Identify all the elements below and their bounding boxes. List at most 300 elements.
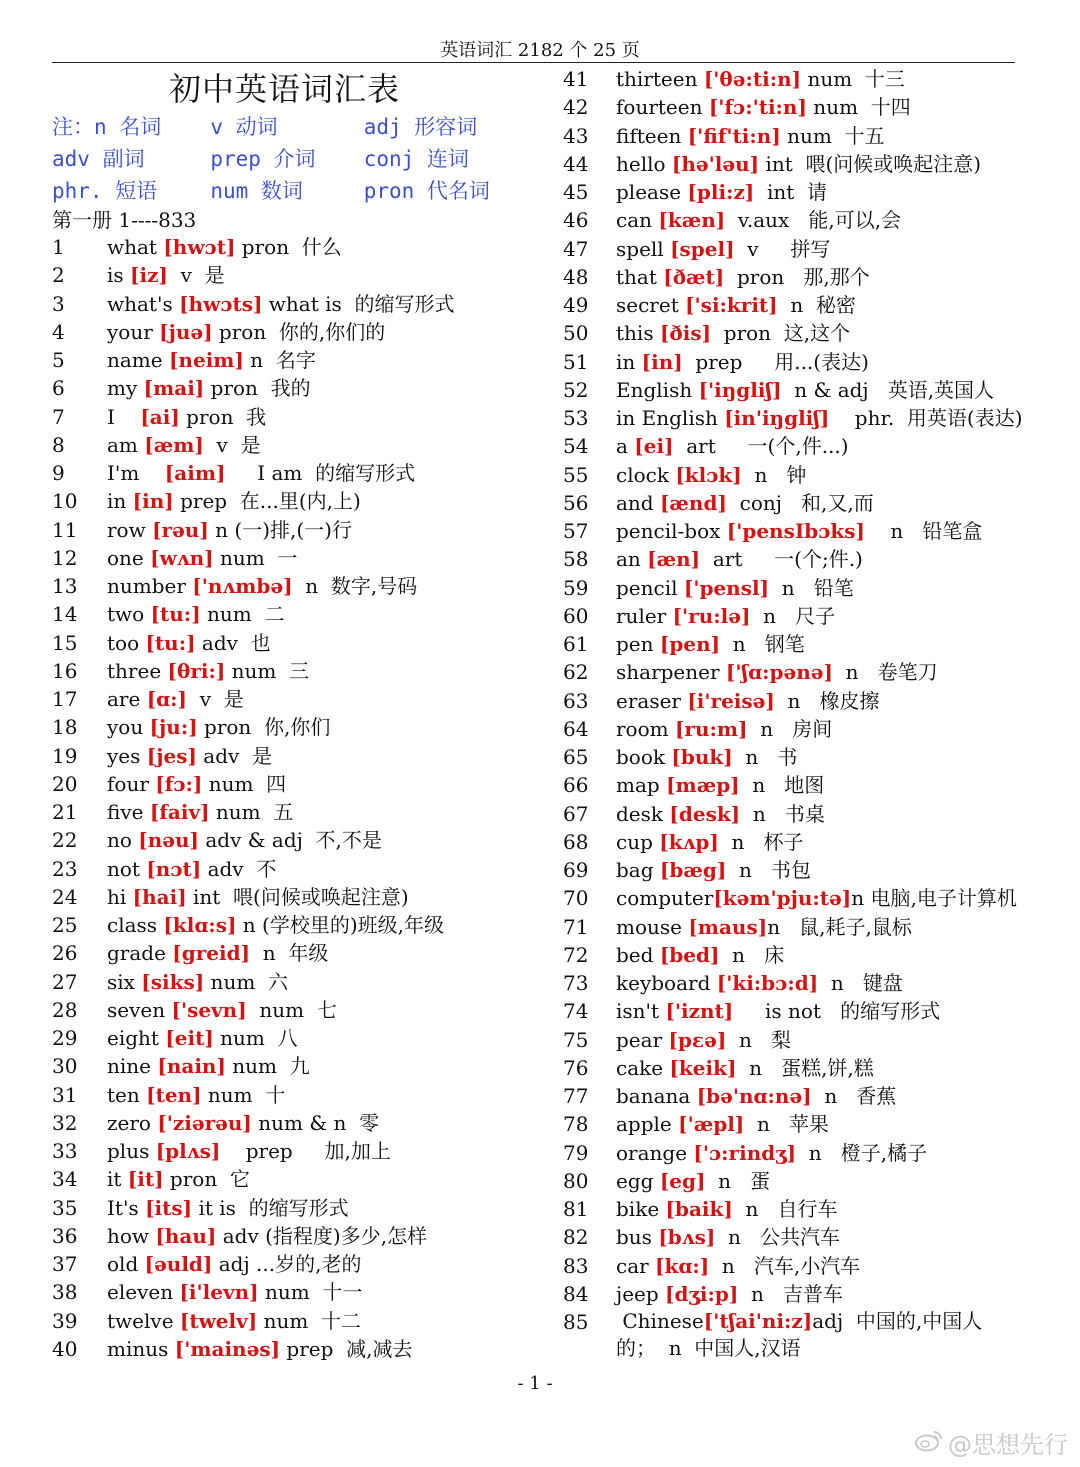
english-word: row	[107, 517, 153, 542]
definition: prep 加,加上	[220, 1139, 391, 1163]
definition: I am 的缩写形式	[225, 461, 416, 485]
english-word: pencil-box	[616, 519, 727, 543]
vocab-entry	[52, 1278, 552, 1306]
phonetic: [in]	[132, 489, 174, 514]
entry-text	[107, 968, 288, 996]
entry-text	[107, 1335, 412, 1363]
entry-number: 71	[563, 914, 589, 939]
phonetic: [spel]	[670, 236, 735, 261]
vocab-entry	[52, 657, 552, 685]
entry-text	[616, 319, 850, 347]
definition: is not 的缩写形式	[733, 999, 941, 1024]
definition: int 喂(问候或唤起注意)	[759, 151, 982, 176]
phonetic: ['pensl]	[683, 575, 770, 600]
phonetic: [ðis]	[659, 321, 712, 346]
entry-text	[107, 1194, 349, 1222]
entry-text	[616, 574, 854, 602]
english-word: zero	[107, 1110, 158, 1135]
vocab-entry	[563, 828, 1033, 856]
entry-text	[107, 403, 266, 431]
vocab-entry	[52, 346, 552, 374]
english-word: yes	[107, 743, 147, 768]
english-word: bus	[616, 1225, 659, 1250]
legend-row	[52, 174, 522, 206]
entry-number: 10	[52, 489, 78, 514]
english-word: in English	[616, 406, 725, 430]
definition: num 三	[225, 658, 310, 683]
entry-text	[107, 939, 328, 967]
phonetic: [ai]	[140, 404, 180, 429]
entry-text	[616, 800, 825, 828]
definition: adv (指程度)多少,怎样	[216, 1223, 428, 1248]
vocab-column-right	[563, 65, 1033, 1362]
definition: pron 你的,你们的	[212, 319, 386, 344]
english-word: not	[107, 856, 147, 881]
vocab-entry	[563, 291, 1033, 319]
vocab-entry	[52, 1024, 552, 1052]
entry-number: 21	[52, 800, 78, 824]
phonetic: [rəu]	[152, 517, 209, 542]
entry-number: 32	[52, 1110, 78, 1135]
phonetic: [jes]	[146, 743, 197, 768]
entry-text	[107, 1052, 310, 1080]
entry-text	[616, 263, 870, 291]
entry-text	[616, 65, 905, 93]
entry-text	[107, 1250, 361, 1278]
definition: adj 中国的,中国人的； n 中国人,汉语	[616, 1309, 983, 1360]
vocab-entry	[52, 1335, 552, 1363]
phonetic: [ɑ:]	[146, 687, 187, 711]
entry-number: 7	[52, 404, 65, 429]
legend-item: conj 连词	[363, 147, 469, 171]
header-rule	[52, 62, 1015, 63]
english-word: I'm	[107, 461, 165, 485]
entry-text	[616, 178, 827, 206]
definition: num 八	[213, 1026, 298, 1050]
english-word: and	[616, 490, 660, 515]
legend-item: adv 副词	[52, 147, 145, 171]
entry-text	[616, 687, 880, 715]
english-word: twelve	[107, 1308, 180, 1333]
entry-number: 11	[52, 517, 78, 542]
vocab-entry	[563, 941, 1033, 969]
vocab-entry	[52, 374, 552, 402]
english-word: hello	[616, 151, 672, 176]
vocab-entry	[52, 1194, 552, 1222]
phonetic: [faiv]	[149, 800, 210, 824]
phonetic: [hwɔts]	[179, 291, 263, 316]
definition: art 一(个;件.)	[700, 547, 863, 572]
entry-text	[107, 516, 352, 544]
vocab-entry	[52, 487, 552, 515]
vocab-entry	[52, 1081, 552, 1109]
entry-number: 33	[52, 1139, 78, 1163]
phonetic: [kəm'pju:tə]	[713, 886, 852, 911]
entry-text	[616, 461, 806, 489]
vocab-entry	[52, 713, 552, 741]
entry-number: 52	[563, 377, 589, 402]
vocab-entry	[52, 1222, 552, 1250]
watermark-text: @思想先行	[948, 1431, 1068, 1459]
vocab-entry	[563, 1195, 1033, 1223]
definition: n 数字,号码	[292, 574, 418, 598]
phonetic: [juə]	[159, 319, 213, 344]
entry-number: 47	[563, 236, 589, 261]
vocab-entry	[52, 600, 552, 628]
english-word: six	[107, 969, 142, 994]
definition: n 书包	[726, 858, 811, 882]
entry-text	[616, 376, 994, 404]
entry-number: 38	[52, 1280, 78, 1305]
phonetic: [tu:]	[150, 602, 201, 627]
entry-number: 78	[563, 1112, 589, 1137]
english-word: two	[107, 602, 151, 627]
entry-text	[616, 93, 911, 121]
entry-text	[616, 658, 938, 686]
entry-number: 18	[52, 715, 78, 740]
phonetic: ['ziərəu]	[157, 1110, 252, 1135]
entry-number: 1	[52, 235, 65, 259]
phonetic: [pɛə]	[668, 1027, 727, 1052]
english-word: minus	[107, 1336, 175, 1361]
vocab-entry	[52, 911, 552, 939]
phonetic: [its]	[145, 1195, 193, 1220]
entry-text	[107, 487, 361, 515]
english-word: pear	[616, 1027, 669, 1052]
vocab-entry	[52, 1137, 552, 1165]
phonetic: [əuld]	[144, 1252, 213, 1276]
entry-text	[107, 629, 271, 657]
english-word: jeep	[616, 1281, 666, 1306]
vocab-entry	[563, 884, 1033, 912]
definition: n 房间	[747, 716, 833, 741]
vocab-entry	[52, 629, 552, 657]
entry-number: 4	[52, 319, 65, 344]
definition: n 汽车,小汽车	[709, 1253, 861, 1278]
legend-item: phr. 短语	[52, 179, 158, 203]
definition: prep 减,减去	[280, 1336, 413, 1361]
vocab-entry	[52, 826, 552, 854]
definition: what is 的缩写形式	[262, 291, 455, 316]
vocab-entry	[563, 376, 1033, 404]
definition: n 床	[719, 942, 785, 967]
phonetic: [siks]	[141, 969, 205, 994]
entry-number: 66	[563, 773, 589, 798]
vocab-entry	[52, 996, 552, 1024]
phonetic: [æm]	[144, 432, 204, 457]
entry-number: 59	[563, 575, 589, 600]
english-word: pencil	[616, 575, 684, 600]
phonetic: [bʌs]	[658, 1225, 716, 1250]
entry-text	[616, 235, 830, 263]
entry-text	[616, 206, 901, 234]
phonetic: ['θə:ti:n]	[703, 67, 802, 91]
phonetic: ['fɔ:'ti:n]	[708, 95, 807, 120]
entry-text	[616, 1054, 874, 1082]
vocab-entry	[563, 545, 1033, 573]
definition: n 钢笔	[720, 632, 805, 656]
english-word: are	[107, 687, 147, 711]
entry-text	[616, 969, 903, 997]
entry-text	[616, 941, 784, 969]
entry-text	[107, 742, 272, 770]
english-word: four	[107, 771, 156, 796]
definition: it is 的缩写形式	[192, 1195, 349, 1220]
entry-text	[107, 798, 293, 826]
entry-number: 31	[52, 1082, 78, 1107]
english-word: too	[107, 630, 146, 655]
entry-text	[616, 1082, 896, 1110]
vocab-entry	[563, 206, 1033, 234]
english-word: fifteen	[616, 123, 688, 148]
entry-text	[107, 261, 225, 289]
definition: num 十四	[806, 95, 911, 120]
english-word: is	[107, 263, 131, 288]
definition: num 十二	[257, 1308, 362, 1333]
phonetic: [nain]	[157, 1054, 226, 1079]
phonetic: [ten]	[146, 1082, 202, 1107]
entry-text	[107, 1109, 379, 1137]
entry-text	[616, 122, 885, 150]
phonetic: [nɔt]	[146, 856, 202, 881]
entry-text	[616, 913, 912, 941]
english-word: three	[107, 658, 168, 683]
entry-number: 30	[52, 1054, 78, 1079]
entry-number: 55	[563, 462, 589, 487]
entry-number: 14	[52, 602, 78, 627]
definition: n 苹果	[744, 1112, 829, 1137]
english-word: spell	[616, 236, 671, 261]
entry-number: 25	[52, 913, 78, 937]
english-word: eight	[107, 1026, 166, 1050]
definition: pron 那,那个	[724, 264, 870, 289]
definition: pron 我	[179, 404, 267, 429]
legend-row	[52, 110, 522, 142]
phonetic: ['ru:lə]	[672, 603, 751, 628]
definition: n 书桌	[740, 801, 825, 826]
document-title: 初中英语词汇表	[168, 70, 400, 108]
entry-number: 15	[52, 630, 78, 655]
entry-number: 62	[563, 660, 589, 685]
entry-text	[616, 489, 874, 517]
definition: num 一	[213, 545, 298, 570]
english-word: map	[616, 773, 667, 798]
definition: pron 它	[163, 1167, 250, 1192]
vocab-entry	[52, 459, 552, 487]
entry-text	[616, 1223, 840, 1251]
entry-number: 45	[563, 180, 589, 204]
definition: v 拼写	[734, 236, 831, 261]
vocab-entry	[52, 770, 552, 798]
entry-text	[616, 291, 856, 319]
definition: n 名字	[243, 348, 316, 372]
page-number: - 1 -	[517, 1373, 553, 1394]
phonetic: ['ʃɑ:pənə]	[725, 660, 833, 685]
vocab-entry	[52, 685, 552, 713]
english-word: desk	[616, 801, 670, 826]
entry-text	[107, 1137, 391, 1165]
entry-number: 12	[52, 545, 78, 570]
definition: n 杯子	[718, 829, 804, 854]
phonetic: [aim]	[164, 461, 226, 485]
definition: int 请	[754, 180, 828, 204]
english-word: fourteen	[616, 95, 709, 120]
definition: n 书	[732, 745, 798, 769]
definition: adv 不	[201, 856, 277, 881]
phonetic: [twelv]	[179, 1308, 258, 1333]
entry-text	[107, 431, 261, 459]
phonetic: [klɑ:s]	[163, 913, 237, 937]
english-word: bike	[616, 1197, 666, 1221]
vocab-entry	[563, 1280, 1033, 1308]
entry-text	[107, 657, 309, 685]
phonetic: [wʌn]	[150, 545, 214, 570]
english-word: bag	[616, 858, 660, 882]
entry-number: 83	[563, 1253, 589, 1278]
phonetic: ['ɔ:rindʒ]	[693, 1140, 797, 1165]
definition: num 九	[225, 1054, 310, 1079]
english-word: keyboard	[616, 971, 717, 995]
vocab-entry	[52, 1307, 552, 1335]
entry-text	[107, 600, 284, 628]
entry-text	[107, 572, 417, 600]
english-word: in	[616, 349, 642, 374]
entry-text	[616, 545, 863, 573]
entry-number: 35	[52, 1195, 78, 1220]
entry-text	[107, 1307, 361, 1335]
entry-number: 42	[563, 95, 589, 120]
definition: v 是	[203, 432, 261, 457]
entry-number: 53	[563, 406, 589, 430]
english-word: mouse	[616, 914, 689, 939]
phonetic: ['si:krit]	[685, 293, 778, 317]
entry-number: 56	[563, 490, 589, 515]
phonetic: [kæn]	[658, 208, 726, 233]
english-word: orange	[616, 1140, 694, 1165]
entry-number: 80	[563, 1168, 589, 1193]
entry-text	[107, 374, 311, 402]
entry-number: 37	[52, 1252, 78, 1276]
definition: adv 是	[196, 743, 273, 768]
entry-number: 26	[52, 941, 78, 966]
definition: num 十三	[801, 67, 905, 91]
definition: n 自行车	[732, 1197, 838, 1221]
phonetic: ['iznt]	[665, 999, 734, 1024]
definition: n 年级	[250, 941, 329, 966]
english-word: Chinese	[616, 1309, 704, 1333]
entry-number: 60	[563, 603, 589, 628]
vocab-entry	[52, 516, 552, 544]
definition: n (学校里的)班级,年级	[236, 913, 444, 937]
entry-number: 24	[52, 884, 78, 909]
vocab-entry	[52, 855, 552, 883]
page-header: 英语词汇 2182 个 25 页	[440, 40, 640, 61]
phonetic: [buk]	[671, 745, 733, 769]
entry-text	[616, 771, 824, 799]
vocab-entry	[52, 1052, 552, 1080]
phonetic: [fɔ:]	[155, 771, 203, 796]
entry-number: 28	[52, 997, 78, 1022]
definition: art 一(个,件...)	[673, 434, 849, 459]
entry-text	[616, 150, 981, 178]
phonetic: [ðæt]	[663, 264, 725, 289]
phonetic: [nəu]	[138, 828, 200, 853]
entry-text	[107, 996, 337, 1024]
entry-number: 51	[563, 349, 589, 374]
abbreviation-legend	[52, 110, 522, 206]
entry-number: 3	[52, 291, 65, 316]
phonetic: [θri:]	[167, 658, 226, 683]
vocab-entry	[52, 742, 552, 770]
vocab-entry	[563, 319, 1033, 347]
entry-number: 23	[52, 856, 78, 881]
phonetic: [kɑ:]	[655, 1253, 710, 1278]
english-word: ruler	[616, 603, 673, 628]
english-word: English	[616, 377, 699, 402]
vocab-entry	[52, 572, 552, 600]
entry-text	[616, 715, 832, 743]
entry-number: 64	[563, 716, 589, 741]
entry-text	[107, 911, 444, 939]
entry-text	[107, 713, 330, 741]
phonetic: [i'levn]	[179, 1280, 259, 1305]
vocab-entry	[563, 856, 1033, 884]
entry-number: 6	[52, 376, 65, 401]
phonetic: ['pensIbɔks]	[726, 519, 865, 543]
definition: n 蛋	[705, 1168, 771, 1193]
entry-number: 54	[563, 434, 589, 459]
english-word: no	[107, 828, 139, 853]
phonetic: [pli:z]	[687, 180, 755, 204]
definition: adj ...岁的,老的	[212, 1252, 362, 1276]
english-word: banana	[616, 1084, 697, 1108]
phonetic: ['fif'ti:n]	[687, 123, 781, 148]
entry-number: 85	[563, 1310, 589, 1334]
entry-number: 67	[563, 801, 589, 826]
phonetic: [neim]	[168, 348, 244, 372]
phonetic: [desk]	[669, 801, 741, 826]
phonetic: [in'iŋgliʃ]	[724, 406, 830, 430]
phonetic: [eit]	[165, 1026, 214, 1050]
vocab-entry	[563, 93, 1033, 121]
definition: n 秘密	[777, 293, 856, 317]
definition: pron 这,这个	[711, 321, 851, 346]
entry-text	[616, 630, 805, 658]
vocab-entry	[563, 1308, 1033, 1362]
phonetic: [ju:]	[149, 715, 198, 740]
entry-text	[616, 404, 1023, 432]
english-word: my	[107, 376, 144, 401]
definition: v 是	[167, 263, 225, 288]
english-word: this	[616, 321, 660, 346]
definition: n 钟	[741, 462, 807, 487]
weibo-watermark	[914, 1425, 1068, 1460]
entry-text	[107, 883, 409, 911]
english-word: am	[107, 432, 145, 457]
entry-number: 69	[563, 858, 589, 882]
vocab-entry	[563, 404, 1033, 432]
definition: n 尺子	[750, 603, 836, 628]
definition: num 五	[209, 800, 294, 824]
english-word: hi	[107, 884, 133, 909]
entry-number: 44	[563, 151, 589, 176]
phonetic: [greid]	[172, 941, 251, 966]
phonetic: [eg]	[659, 1168, 706, 1193]
entry-number: 61	[563, 632, 589, 656]
definition: num 十一	[258, 1280, 363, 1305]
definition: adv 也	[195, 630, 271, 655]
legend-item: num 数词	[210, 179, 303, 203]
